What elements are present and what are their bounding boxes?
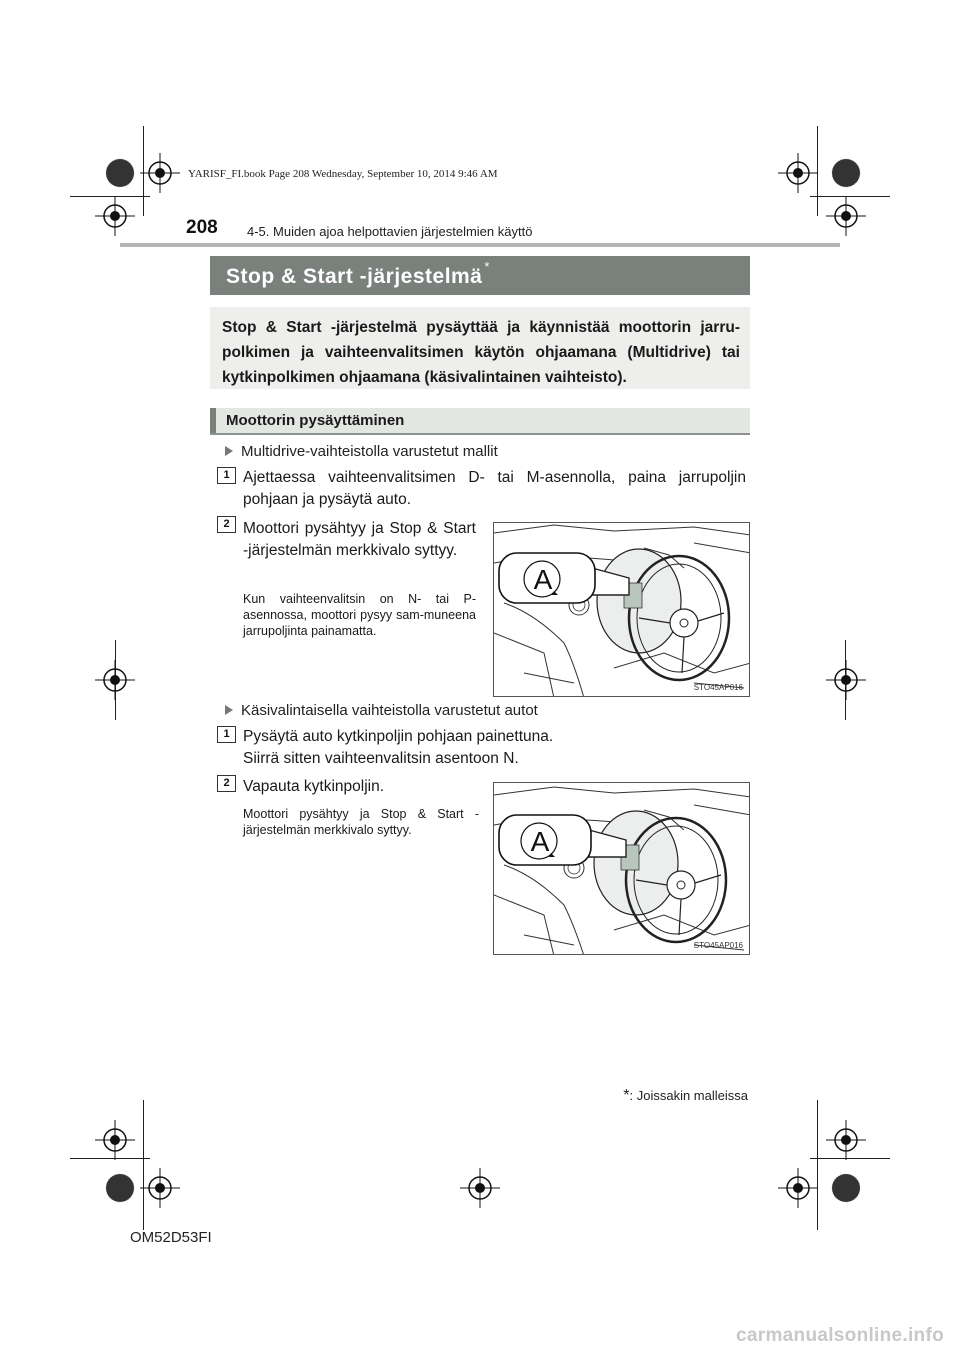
page-number: 208 <box>186 217 218 238</box>
multidrive-heading <box>225 443 498 460</box>
manual-heading-text: Käsivalintaisella vaihteistolla varustetut autot <box>241 702 538 719</box>
crop-line <box>143 1100 144 1230</box>
illustration-code: STO45AP016 <box>693 941 743 950</box>
chapter-header: 4-5. Muiden ajoa helpottavien järjestelmien käyttö <box>247 224 533 239</box>
page-title-text: Stop & Start -järjestelmä <box>226 265 483 288</box>
crop-line <box>817 1100 818 1230</box>
registration-mark-icon <box>460 1168 500 1208</box>
registration-mark-icon <box>140 153 180 193</box>
illustration-callout: A <box>533 564 553 595</box>
manual-step-1 <box>243 726 746 770</box>
illustration-code: STO45AP016 <box>693 683 743 692</box>
step-number-badge: 1 <box>217 726 236 743</box>
title-footnote-marker: * <box>484 259 490 274</box>
footnote <box>623 1087 748 1105</box>
intro-box <box>210 307 750 389</box>
dashboard-drawing <box>494 523 750 697</box>
manual-note: Moottori pysähtyy ja Stop & Start -järjestelmän merkkivalo syttyy. <box>243 807 479 837</box>
starburst-mark-icon <box>100 153 140 193</box>
step-number-badge: 2 <box>217 775 236 792</box>
multidrive-heading-text: Multidrive-vaihteistolla varustetut mallit <box>241 443 498 460</box>
book-print-info: YARISF_FI.book Page 208 Wednesday, September 10, 2014 9:46 AM <box>188 168 498 180</box>
registration-mark-icon <box>826 1120 866 1160</box>
section-accent <box>210 408 216 433</box>
registration-mark-icon <box>778 1168 818 1208</box>
manual-step-2: Vapauta kytkinpoljin. <box>243 778 385 795</box>
triangle-bullet-icon <box>225 446 233 456</box>
starburst-mark-icon <box>826 153 866 193</box>
page-title <box>226 259 490 289</box>
starburst-mark-icon <box>100 1168 140 1208</box>
registration-mark-icon <box>826 660 866 700</box>
multidrive-step-2: Moottori pysähtyy ja Stop & Start -järjestelmän merkkivalo syttyy. <box>243 520 476 559</box>
multidrive-step-1: Ajettaessa vaihteenvalitsimen D- tai M-asennolla, paina jarrupoljin pohjaan ja pysäytä auto. <box>243 469 746 508</box>
triangle-bullet-icon <box>225 705 233 715</box>
page-title-bar <box>210 256 750 295</box>
step-number-badge: 1 <box>217 467 236 484</box>
footnote-marker: * <box>623 1087 630 1104</box>
header-rule <box>120 243 840 247</box>
registration-mark-icon <box>95 196 135 236</box>
registration-mark-icon <box>140 1168 180 1208</box>
starburst-mark-icon <box>826 1168 866 1208</box>
footnote-text: : Joissakin malleissa <box>629 1088 748 1103</box>
manual-code: OM52D53FI <box>130 1229 212 1246</box>
intro-text: Stop & Start -järjestelmä pysäyttää ja käynnistää moottorin jarru-polkimen ja vaihteenvalitsimen käytön ohjaamana (Multidrive) tai kytkinpolkimen ohjaamana (käsivalintainen vaihteisto). <box>222 319 740 386</box>
illustration-callout: A <box>530 826 550 857</box>
section-heading-bar <box>210 408 750 435</box>
registration-mark-icon <box>826 196 866 236</box>
watermark: carmanualsonline.info <box>736 1325 944 1346</box>
dashboard-drawing <box>494 783 750 955</box>
registration-mark-icon <box>95 1120 135 1160</box>
registration-mark-icon <box>778 153 818 193</box>
manual-step-1-line-1: Pysäytä auto kytkinpoljin pohjaan painettuna. <box>243 728 554 745</box>
manual-heading <box>225 702 538 719</box>
step-number-badge: 2 <box>217 516 236 533</box>
registration-mark-icon <box>95 660 135 700</box>
multidrive-note: Kun vaihteenvalitsin on N- tai P-asennossa, moottori pysyy sam-muneena jarrupoljinta painamatta. <box>243 592 476 638</box>
manual-step-1-line-2: Siirrä sitten vaihteenvalitsin asentoon N. <box>243 750 519 767</box>
dashboard-illustration <box>493 782 750 955</box>
section-heading: Moottorin pysäyttäminen <box>226 412 405 429</box>
dashboard-illustration <box>493 522 750 697</box>
